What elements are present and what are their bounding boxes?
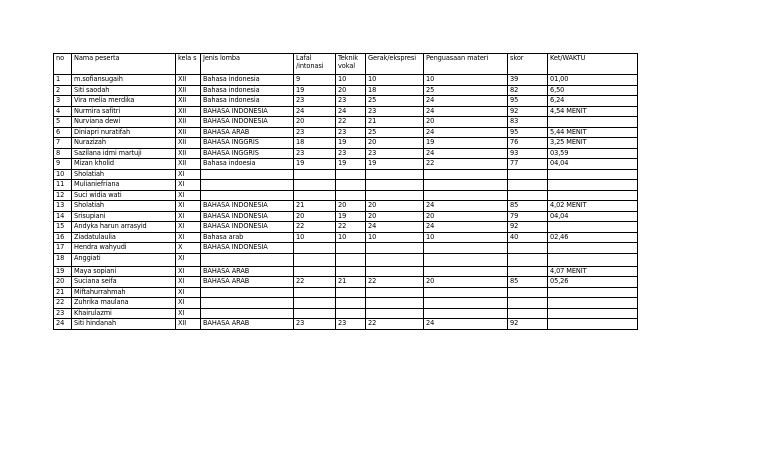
table-row bbox=[54, 287, 638, 298]
cell-gerak-ekspresi: 23 bbox=[366, 148, 424, 159]
cell-lafal-intonasi: 18 bbox=[294, 138, 336, 149]
cell-skor: 76 bbox=[508, 138, 548, 149]
cell-kelas: XII bbox=[176, 159, 201, 170]
cell-no: 20 bbox=[54, 277, 72, 288]
header-nama-peserta: Nama peserta bbox=[72, 54, 176, 75]
cell-penguasaan-materi: 24 bbox=[424, 106, 508, 117]
cell-teknik-vokal bbox=[336, 298, 366, 309]
cell-penguasaan-materi: 24 bbox=[424, 127, 508, 138]
cell-gerak-ekspresi bbox=[366, 180, 424, 191]
cell-nama-peserta: Diniapri nuratifah bbox=[72, 127, 176, 138]
table-row bbox=[54, 298, 638, 309]
cell-teknik-vokal bbox=[336, 169, 366, 180]
cell-jenis-lomba: BAHASA INDONESIA bbox=[201, 243, 294, 254]
cell-jenis-lomba bbox=[201, 298, 294, 309]
cell-gerak-ekspresi: 10 bbox=[366, 75, 424, 86]
table-row bbox=[54, 169, 638, 180]
cell-nama-peserta: Nurazizah bbox=[72, 138, 176, 149]
cell-kelas: XI bbox=[176, 211, 201, 222]
cell-penguasaan-materi: 20 bbox=[424, 211, 508, 222]
table-row bbox=[54, 127, 638, 138]
cell-kelas: XII bbox=[176, 319, 201, 330]
header-ket-waktu: Ket/WAKTU bbox=[548, 54, 638, 75]
cell-penguasaan-materi bbox=[424, 190, 508, 201]
cell-nama-peserta: Nurmira safitri bbox=[72, 106, 176, 117]
cell-nama-peserta: Mulianiefriana bbox=[72, 180, 176, 191]
cell-teknik-vokal: 19 bbox=[336, 138, 366, 149]
cell-jenis-lomba bbox=[201, 180, 294, 191]
cell-jenis-lomba: BAHASA ARAB bbox=[201, 127, 294, 138]
cell-lafal-intonasi: 22 bbox=[294, 222, 336, 233]
cell-gerak-ekspresi bbox=[366, 169, 424, 180]
cell-skor bbox=[508, 253, 548, 266]
cell-penguasaan-materi: 10 bbox=[424, 75, 508, 86]
cell-kelas: XI bbox=[176, 277, 201, 288]
cell-teknik-vokal: 24 bbox=[336, 106, 366, 117]
cell-jenis-lomba bbox=[201, 253, 294, 266]
cell-penguasaan-materi: 24 bbox=[424, 96, 508, 107]
cell-kelas: XI bbox=[176, 253, 201, 266]
cell-kelas: XI bbox=[176, 308, 201, 319]
cell-jenis-lomba: BAHASA ARAB bbox=[201, 266, 294, 277]
cell-lafal-intonasi: 19 bbox=[294, 159, 336, 170]
cell-ket-waktu bbox=[548, 298, 638, 309]
cell-penguasaan-materi bbox=[424, 298, 508, 309]
cell-nama-peserta: Nurviana dewi bbox=[72, 117, 176, 128]
cell-kelas: XII bbox=[176, 85, 201, 96]
cell-penguasaan-materi: 25 bbox=[424, 85, 508, 96]
cell-ket-waktu: 6,50 bbox=[548, 85, 638, 96]
cell-nama-peserta: Ziadatulaulia bbox=[72, 232, 176, 243]
header-row bbox=[54, 54, 638, 75]
cell-jenis-lomba bbox=[201, 190, 294, 201]
cell-kelas: XII bbox=[176, 127, 201, 138]
cell-teknik-vokal bbox=[336, 308, 366, 319]
cell-skor bbox=[508, 266, 548, 277]
cell-kelas: XI bbox=[176, 232, 201, 243]
cell-jenis-lomba: Bahasa indonesia bbox=[201, 75, 294, 86]
table-row bbox=[54, 148, 638, 159]
cell-skor bbox=[508, 298, 548, 309]
cell-jenis-lomba: BAHASA ARAB bbox=[201, 277, 294, 288]
cell-skor bbox=[508, 180, 548, 191]
table-row bbox=[54, 253, 638, 266]
cell-jenis-lomba bbox=[201, 308, 294, 319]
cell-skor: 92 bbox=[508, 106, 548, 117]
cell-nama-peserta: Siti hindanah bbox=[72, 319, 176, 330]
cell-no: 14 bbox=[54, 211, 72, 222]
cell-ket-waktu bbox=[548, 117, 638, 128]
cell-kelas: XII bbox=[176, 96, 201, 107]
table-row bbox=[54, 222, 638, 233]
cell-nama-peserta: Suciana seifa bbox=[72, 277, 176, 288]
cell-ket-waktu bbox=[548, 308, 638, 319]
cell-nama-peserta: Suci widia wati bbox=[72, 190, 176, 201]
cell-nama-peserta: Srisupiani bbox=[72, 211, 176, 222]
table-row bbox=[54, 243, 638, 254]
cell-teknik-vokal: 10 bbox=[336, 75, 366, 86]
cell-no: 6 bbox=[54, 127, 72, 138]
cell-kelas: XII bbox=[176, 75, 201, 86]
score-table bbox=[53, 53, 638, 330]
cell-gerak-ekspresi: 20 bbox=[366, 138, 424, 149]
cell-ket-waktu: 05,26 bbox=[548, 277, 638, 288]
cell-gerak-ekspresi bbox=[366, 253, 424, 266]
cell-teknik-vokal: 20 bbox=[336, 85, 366, 96]
cell-no: 3 bbox=[54, 96, 72, 107]
cell-penguasaan-materi bbox=[424, 287, 508, 298]
cell-ket-waktu bbox=[548, 222, 638, 233]
cell-teknik-vokal bbox=[336, 287, 366, 298]
cell-lafal-intonasi bbox=[294, 287, 336, 298]
cell-nama-peserta: Zuhrika maulana bbox=[72, 298, 176, 309]
cell-nama-peserta: Maya sopiani bbox=[72, 266, 176, 277]
cell-skor: 85 bbox=[508, 201, 548, 212]
cell-teknik-vokal bbox=[336, 243, 366, 254]
cell-ket-waktu: 5,44 MENIT bbox=[548, 127, 638, 138]
table-row bbox=[54, 96, 638, 107]
cell-no: 7 bbox=[54, 138, 72, 149]
cell-nama-peserta: Sazilana idmi martuji bbox=[72, 148, 176, 159]
cell-penguasaan-materi: 24 bbox=[424, 222, 508, 233]
table-row bbox=[54, 232, 638, 243]
cell-teknik-vokal bbox=[336, 190, 366, 201]
cell-kelas: XII bbox=[176, 117, 201, 128]
cell-teknik-vokal: 20 bbox=[336, 201, 366, 212]
cell-lafal-intonasi: 24 bbox=[294, 106, 336, 117]
cell-teknik-vokal: 22 bbox=[336, 222, 366, 233]
cell-kelas: XII bbox=[176, 138, 201, 149]
cell-jenis-lomba: BAHASA ARAB bbox=[201, 319, 294, 330]
cell-kelas: XI bbox=[176, 190, 201, 201]
cell-lafal-intonasi: 19 bbox=[294, 85, 336, 96]
cell-no: 18 bbox=[54, 253, 72, 266]
header-penguasaan-materi: Penguasaan materi bbox=[424, 54, 508, 75]
table-row bbox=[54, 211, 638, 222]
cell-jenis-lomba: Bahasa indonesia bbox=[201, 96, 294, 107]
cell-nama-peserta: Anggiati bbox=[72, 253, 176, 266]
cell-nama-peserta: Sholatiah bbox=[72, 169, 176, 180]
header-no: no bbox=[54, 54, 72, 75]
cell-skor bbox=[508, 243, 548, 254]
cell-penguasaan-materi: 22 bbox=[424, 159, 508, 170]
cell-ket-waktu: 01,00 bbox=[548, 75, 638, 86]
cell-lafal-intonasi: 23 bbox=[294, 319, 336, 330]
cell-penguasaan-materi: 24 bbox=[424, 148, 508, 159]
cell-no: 1 bbox=[54, 75, 72, 86]
cell-lafal-intonasi bbox=[294, 243, 336, 254]
cell-penguasaan-materi: 10 bbox=[424, 232, 508, 243]
cell-penguasaan-materi: 19 bbox=[424, 138, 508, 149]
cell-jenis-lomba: BAHASA INDONESIA bbox=[201, 106, 294, 117]
cell-kelas: XII bbox=[176, 148, 201, 159]
header-lafal-intonasi: Lafal /intonasi bbox=[294, 54, 336, 75]
cell-lafal-intonasi: 23 bbox=[294, 96, 336, 107]
cell-penguasaan-materi bbox=[424, 243, 508, 254]
cell-penguasaan-materi: 24 bbox=[424, 201, 508, 212]
cell-gerak-ekspresi: 25 bbox=[366, 96, 424, 107]
cell-gerak-ekspresi: 22 bbox=[366, 319, 424, 330]
cell-skor: 40 bbox=[508, 232, 548, 243]
cell-ket-waktu: 4,02 MENIT bbox=[548, 201, 638, 212]
cell-gerak-ekspresi: 20 bbox=[366, 201, 424, 212]
cell-jenis-lomba: Bahasa arab bbox=[201, 232, 294, 243]
cell-nama-peserta: m.sofiansugaih bbox=[72, 75, 176, 86]
cell-gerak-ekspresi bbox=[366, 243, 424, 254]
cell-lafal-intonasi: 9 bbox=[294, 75, 336, 86]
cell-teknik-vokal: 19 bbox=[336, 211, 366, 222]
cell-no: 17 bbox=[54, 243, 72, 254]
cell-no: 4 bbox=[54, 106, 72, 117]
cell-gerak-ekspresi: 24 bbox=[366, 222, 424, 233]
cell-no: 22 bbox=[54, 298, 72, 309]
cell-gerak-ekspresi: 18 bbox=[366, 85, 424, 96]
cell-teknik-vokal bbox=[336, 180, 366, 191]
cell-nama-peserta: Hendra wahyudi bbox=[72, 243, 176, 254]
table-row bbox=[54, 159, 638, 170]
cell-gerak-ekspresi: 23 bbox=[366, 106, 424, 117]
cell-penguasaan-materi: 20 bbox=[424, 277, 508, 288]
table-row bbox=[54, 308, 638, 319]
cell-gerak-ekspresi: 21 bbox=[366, 117, 424, 128]
cell-ket-waktu: 02,46 bbox=[548, 232, 638, 243]
cell-skor: 93 bbox=[508, 148, 548, 159]
cell-skor bbox=[508, 169, 548, 180]
cell-kelas: XI bbox=[176, 222, 201, 233]
cell-nama-peserta: Andyka harun arrasyid bbox=[72, 222, 176, 233]
cell-kelas: XI bbox=[176, 201, 201, 212]
cell-penguasaan-materi bbox=[424, 180, 508, 191]
cell-no: 2 bbox=[54, 85, 72, 96]
cell-nama-peserta: Miftahurrahmah bbox=[72, 287, 176, 298]
cell-skor: 79 bbox=[508, 211, 548, 222]
cell-teknik-vokal: 10 bbox=[336, 232, 366, 243]
table-row bbox=[54, 201, 638, 212]
cell-gerak-ekspresi bbox=[366, 190, 424, 201]
cell-jenis-lomba: BAHASA INDONESIA bbox=[201, 222, 294, 233]
cell-lafal-intonasi: 22 bbox=[294, 277, 336, 288]
cell-ket-waktu bbox=[548, 253, 638, 266]
cell-teknik-vokal: 23 bbox=[336, 96, 366, 107]
cell-ket-waktu bbox=[548, 287, 638, 298]
cell-teknik-vokal bbox=[336, 266, 366, 277]
cell-teknik-vokal: 22 bbox=[336, 117, 366, 128]
cell-ket-waktu: 4,07 MENIT bbox=[548, 266, 638, 277]
cell-skor: 92 bbox=[508, 222, 548, 233]
cell-lafal-intonasi: 23 bbox=[294, 127, 336, 138]
cell-jenis-lomba: Bahasa indonesia bbox=[201, 85, 294, 96]
cell-kelas: XI bbox=[176, 169, 201, 180]
cell-kelas: X bbox=[176, 243, 201, 254]
table-row bbox=[54, 319, 638, 330]
cell-lafal-intonasi: 10 bbox=[294, 232, 336, 243]
cell-kelas: XI bbox=[176, 298, 201, 309]
cell-nama-peserta: Siti saodah bbox=[72, 85, 176, 96]
cell-ket-waktu bbox=[548, 169, 638, 180]
cell-ket-waktu: 4,54 MENIT bbox=[548, 106, 638, 117]
cell-ket-waktu: 03,59 bbox=[548, 148, 638, 159]
cell-lafal-intonasi bbox=[294, 308, 336, 319]
cell-ket-waktu bbox=[548, 180, 638, 191]
cell-jenis-lomba: BAHASA INDONESIA bbox=[201, 201, 294, 212]
cell-gerak-ekspresi: 25 bbox=[366, 127, 424, 138]
cell-kelas: XI bbox=[176, 180, 201, 191]
cell-skor: 83 bbox=[508, 117, 548, 128]
cell-jenis-lomba bbox=[201, 287, 294, 298]
cell-ket-waktu: 6,24 bbox=[548, 96, 638, 107]
table-row bbox=[54, 266, 638, 277]
cell-jenis-lomba: BAHASA INDONESIA bbox=[201, 117, 294, 128]
table-row bbox=[54, 190, 638, 201]
header-skor: skor bbox=[508, 54, 548, 75]
cell-jenis-lomba: Bahasa indoesia bbox=[201, 159, 294, 170]
cell-skor bbox=[508, 308, 548, 319]
cell-skor bbox=[508, 190, 548, 201]
cell-no: 5 bbox=[54, 117, 72, 128]
cell-jenis-lomba: BAHASA INGGRIS bbox=[201, 148, 294, 159]
cell-lafal-intonasi bbox=[294, 298, 336, 309]
cell-no: 12 bbox=[54, 190, 72, 201]
cell-gerak-ekspresi: 10 bbox=[366, 232, 424, 243]
cell-ket-waktu: 3,25 MENIT bbox=[548, 138, 638, 149]
cell-ket-waktu: 04,04 bbox=[548, 159, 638, 170]
cell-gerak-ekspresi bbox=[366, 298, 424, 309]
header-jenis-lomba: Jenis lomba bbox=[201, 54, 294, 75]
cell-skor: 82 bbox=[508, 85, 548, 96]
cell-ket-waktu bbox=[548, 319, 638, 330]
cell-kelas: XII bbox=[176, 106, 201, 117]
cell-no: 19 bbox=[54, 266, 72, 277]
cell-no: 9 bbox=[54, 159, 72, 170]
cell-lafal-intonasi: 20 bbox=[294, 211, 336, 222]
cell-no: 23 bbox=[54, 308, 72, 319]
cell-teknik-vokal: 19 bbox=[336, 159, 366, 170]
cell-no: 15 bbox=[54, 222, 72, 233]
cell-jenis-lomba: BAHASA INDONESIA bbox=[201, 211, 294, 222]
cell-no: 16 bbox=[54, 232, 72, 243]
header-teknik-vokal: Teknik vokal bbox=[336, 54, 366, 75]
cell-ket-waktu bbox=[548, 243, 638, 254]
table-row bbox=[54, 75, 638, 86]
cell-skor: 95 bbox=[508, 96, 548, 107]
cell-lafal-intonasi: 23 bbox=[294, 148, 336, 159]
cell-skor: 95 bbox=[508, 127, 548, 138]
cell-lafal-intonasi bbox=[294, 169, 336, 180]
cell-skor: 85 bbox=[508, 277, 548, 288]
cell-teknik-vokal: 23 bbox=[336, 319, 366, 330]
cell-gerak-ekspresi bbox=[366, 287, 424, 298]
cell-no: 11 bbox=[54, 180, 72, 191]
cell-gerak-ekspresi: 22 bbox=[366, 277, 424, 288]
cell-penguasaan-materi: 24 bbox=[424, 319, 508, 330]
header-gerak-ekspresi: Gerak/ekspresi bbox=[366, 54, 424, 75]
table-row bbox=[54, 180, 638, 191]
cell-teknik-vokal: 23 bbox=[336, 148, 366, 159]
cell-no: 24 bbox=[54, 319, 72, 330]
cell-no: 10 bbox=[54, 169, 72, 180]
cell-skor: 92 bbox=[508, 319, 548, 330]
cell-penguasaan-materi bbox=[424, 253, 508, 266]
cell-nama-peserta: Khairulazmi bbox=[72, 308, 176, 319]
cell-lafal-intonasi: 20 bbox=[294, 117, 336, 128]
cell-skor: 77 bbox=[508, 159, 548, 170]
table-row bbox=[54, 277, 638, 288]
cell-no: 21 bbox=[54, 287, 72, 298]
cell-no: 8 bbox=[54, 148, 72, 159]
cell-teknik-vokal: 23 bbox=[336, 127, 366, 138]
cell-penguasaan-materi bbox=[424, 308, 508, 319]
cell-kelas: XI bbox=[176, 287, 201, 298]
cell-ket-waktu: 04,04 bbox=[548, 211, 638, 222]
cell-lafal-intonasi bbox=[294, 190, 336, 201]
cell-lafal-intonasi bbox=[294, 180, 336, 191]
table-row bbox=[54, 85, 638, 96]
cell-teknik-vokal bbox=[336, 253, 366, 266]
cell-skor bbox=[508, 287, 548, 298]
cell-gerak-ekspresi bbox=[366, 266, 424, 277]
table-row bbox=[54, 106, 638, 117]
table-row bbox=[54, 117, 638, 128]
cell-gerak-ekspresi bbox=[366, 308, 424, 319]
cell-teknik-vokal: 21 bbox=[336, 277, 366, 288]
cell-ket-waktu bbox=[548, 190, 638, 201]
cell-lafal-intonasi bbox=[294, 253, 336, 266]
cell-skor: 39 bbox=[508, 75, 548, 86]
cell-lafal-intonasi bbox=[294, 266, 336, 277]
cell-gerak-ekspresi: 19 bbox=[366, 159, 424, 170]
cell-kelas: XI bbox=[176, 266, 201, 277]
cell-penguasaan-materi: 20 bbox=[424, 117, 508, 128]
cell-gerak-ekspresi: 20 bbox=[366, 211, 424, 222]
cell-no: 13 bbox=[54, 201, 72, 212]
cell-penguasaan-materi bbox=[424, 169, 508, 180]
cell-penguasaan-materi bbox=[424, 266, 508, 277]
table-row bbox=[54, 138, 638, 149]
cell-jenis-lomba: BAHASA INGGRIS bbox=[201, 138, 294, 149]
cell-jenis-lomba bbox=[201, 169, 294, 180]
header-kelas: kela s bbox=[176, 54, 201, 75]
cell-nama-peserta: Vira melia merdika bbox=[72, 96, 176, 107]
cell-nama-peserta: Mizan kholid bbox=[72, 159, 176, 170]
cell-lafal-intonasi: 21 bbox=[294, 201, 336, 212]
cell-nama-peserta: Sholatiah bbox=[72, 201, 176, 212]
